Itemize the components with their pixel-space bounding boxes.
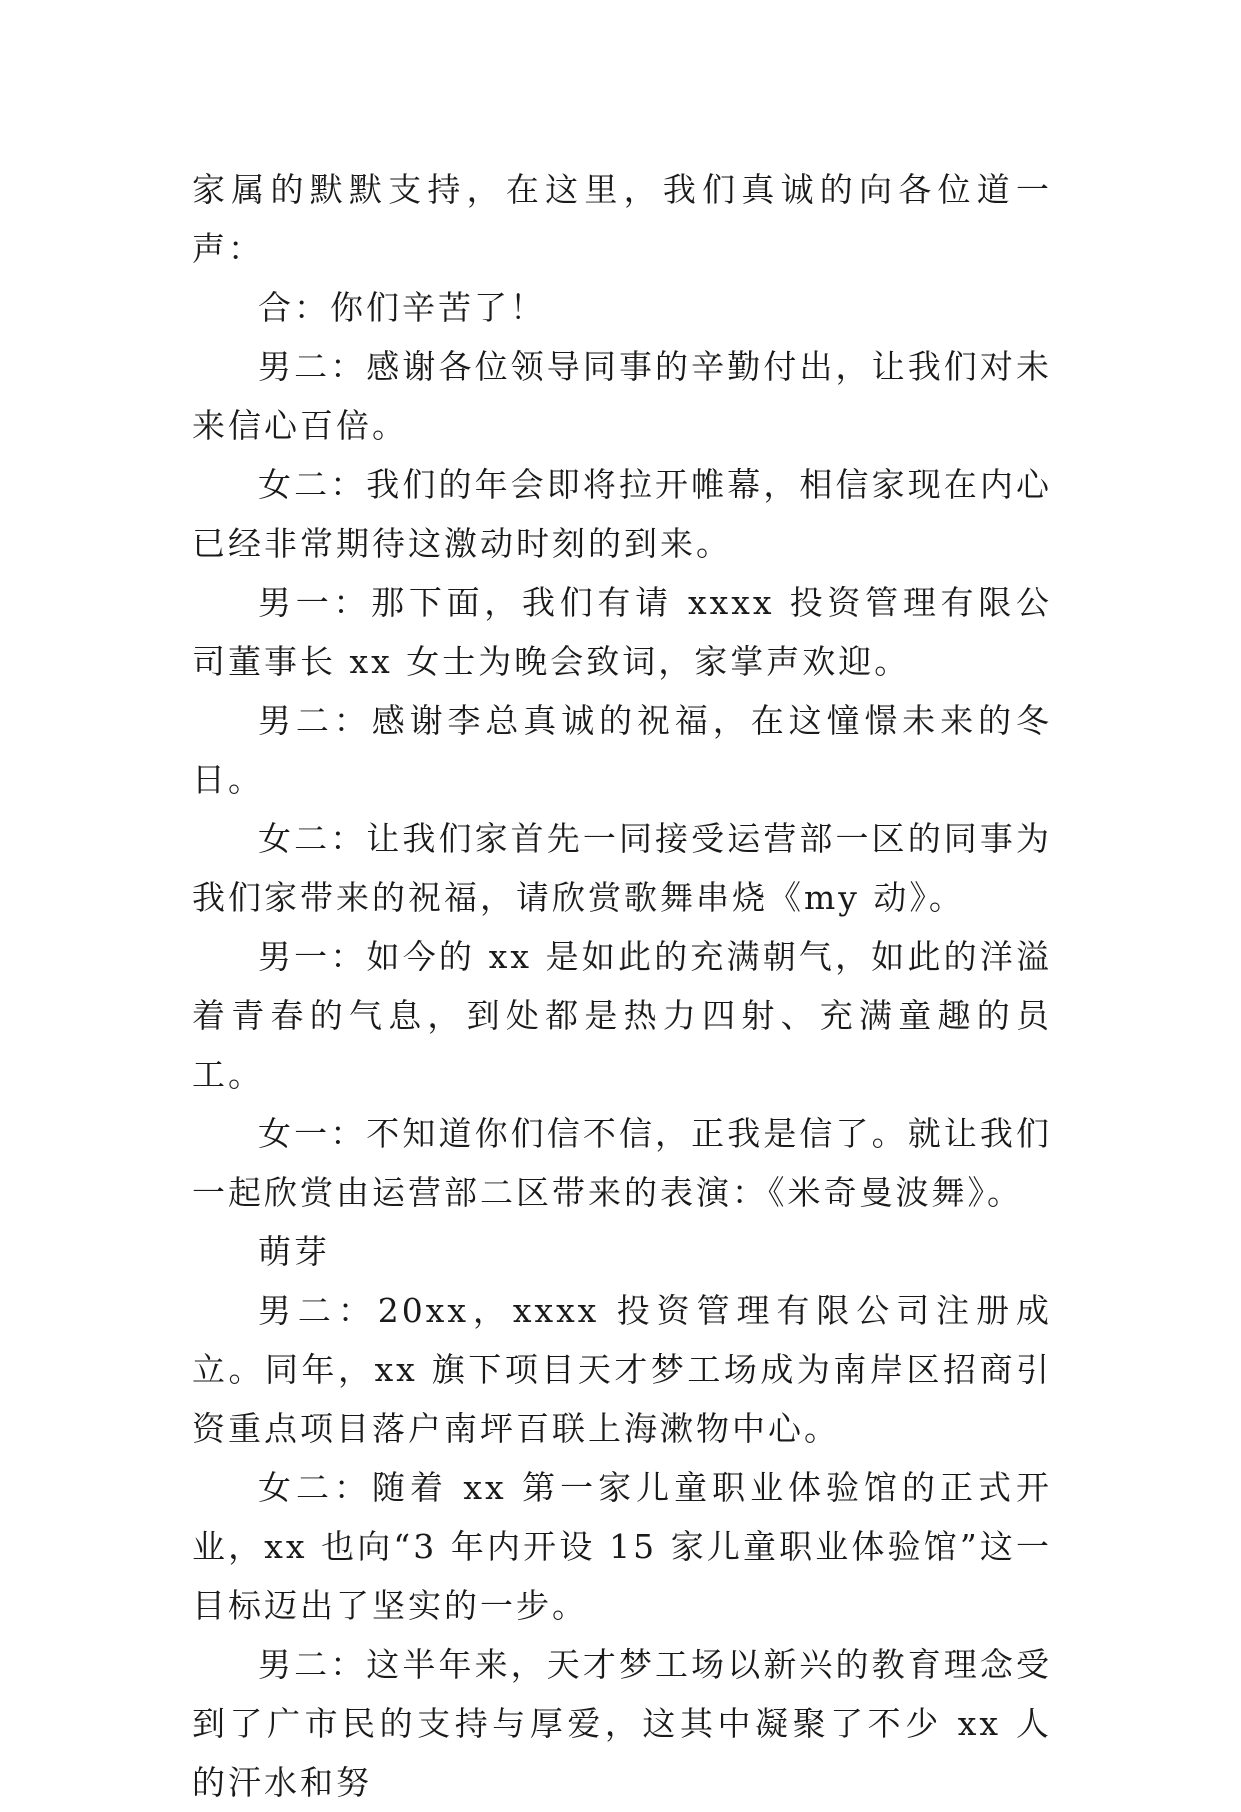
paragraph: 合：你们辛苦了！ (258, 288, 546, 327)
paragraph: 家属的默默支持，在这里，我们真诚的向各位道一声： (192, 170, 1052, 268)
paragraph: 男二：这半年来，天才梦工场以新兴的教育理念受到了广市民的支持与厚爱，这其中凝聚了不少 xx 人的汗水和努 (192, 1645, 1052, 1802)
paragraph: 女二：我们的年会即将拉开帷幕，相信家现在内心已经非常期待这激动时刻的到来。 (192, 465, 1052, 563)
paragraph: 男二：感谢各位领导同事的辛勤付出，让我们对未来信心百倍。 (192, 347, 1052, 445)
paragraph: 男一：那下面，我们有请 xxxx 投资管理有限公司董事长 xx 女士为晚会致词，家掌声欢迎。 (192, 583, 1052, 681)
paragraph: 女二：让我们家首先一同接受运营部一区的同事为我们家带来的祝福，请欣赏歌舞串烧《my 动》。 (192, 819, 1052, 917)
document-body (192, 160, 1052, 1812)
paragraph: 男二：20xx，xxxx 投资管理有限公司注册成立。同年，xx 旗下项目天才梦工场成为南岸区招商引资重点项目落户南坪百联上海漱物中心。 (192, 1291, 1052, 1448)
paragraph: 女一：不知道你们信不信，正我是信了。就让我们一起欣赏由运营部二区带来的表演：《米奇曼波舞》。 (192, 1114, 1052, 1212)
section-heading: 萌芽 (258, 1232, 330, 1271)
paragraph: 女二：随着 xx 第一家儿童职业体验馆的正式开业，xx 也向“3 年内开设 15 家儿童职业体验馆”这一目标迈出了坚实的一步。 (192, 1468, 1052, 1625)
paragraph: 男一：如今的 xx 是如此的充满朝气，如此的洋溢着青春的气息，到处都是热力四射、充满童趣的员工。 (192, 937, 1052, 1094)
paragraph: 男二：感谢李总真诚的祝福，在这憧憬未来的冬日。 (192, 701, 1052, 799)
